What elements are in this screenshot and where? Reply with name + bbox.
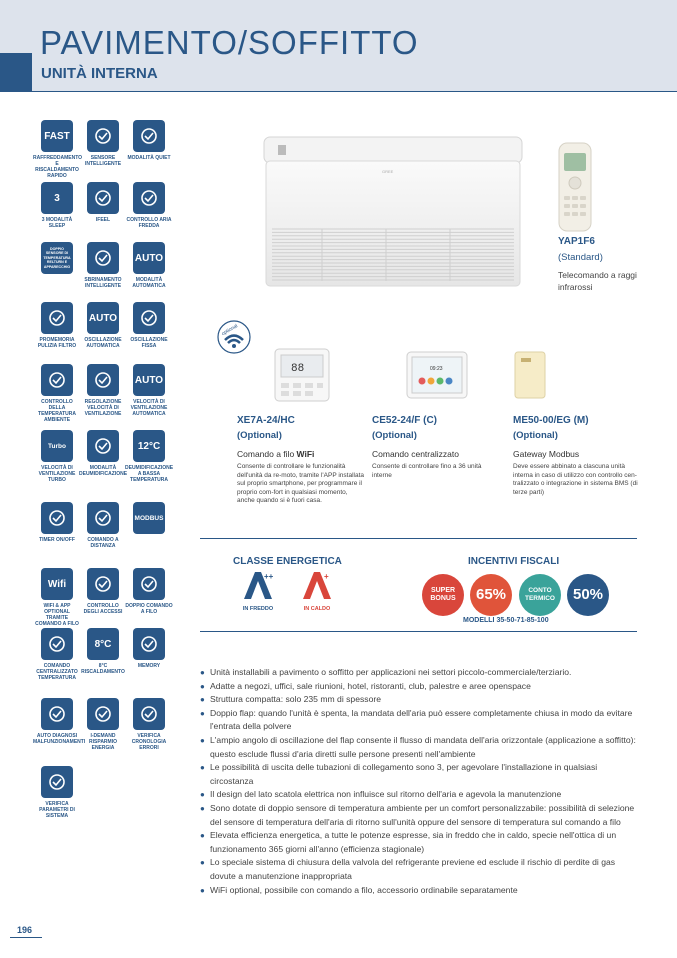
feature-wifi — [33, 568, 81, 627]
header-accent-block — [0, 53, 32, 92]
feature-icon-label: VELOCITÀ DI VENTILAZIONE AUTOMATICA — [130, 399, 168, 417]
feature-dehumidify — [79, 430, 127, 477]
accessory-description: Consente di controllare fino a 36 unità interne — [372, 463, 482, 479]
feature-bullet: ● L'ampio angolo di oscillazione del flap consente il flusso di mandata dell'aria orizzontale (applicazione a soffitto): questo esclude flussi d'aria diretti sulle persone presenti nell'ambiente — [200, 734, 642, 761]
sleep-icon-text: 3 — [54, 192, 60, 204]
feature-low-temp-dehumidify — [125, 430, 173, 483]
feature-icon-label: MEMORY — [137, 663, 161, 669]
turbo-icon — [41, 430, 73, 462]
energy-class-title: CLASSE ENERGETICA — [233, 556, 342, 567]
sleep-icon — [41, 182, 73, 214]
energy-class-hot — [291, 570, 343, 612]
8c-icon-text: 8°C — [94, 638, 112, 650]
fast-icon-text: FAST — [44, 130, 70, 142]
feature-bullet: ● Elevata efficienza energetica, a tutte le potenze espresse, sia in freddo che in caldo, specie nell'ottica di un funzionamento 365 giorni all'anno (efficienza stagionale) — [200, 829, 642, 856]
filter-icon — [41, 302, 73, 334]
feature-icon-label: SENSORE INTELLIGENTE — [84, 155, 122, 167]
feature-error-log — [125, 698, 173, 751]
feature-sensor — [79, 120, 127, 167]
dehumidify-icon — [87, 430, 119, 462]
svg-text:+: + — [324, 572, 329, 581]
turbo-icon-text: Turbo — [48, 442, 66, 450]
feature-icon-label: OSCILLAZIONE AUTOMATICA — [84, 337, 122, 349]
fiscal-models: MODELLI 35-50-71-85-100 — [463, 617, 549, 624]
header-divider — [32, 91, 677, 92]
feature-icon-label: COMANDO A DISTANZA — [87, 537, 119, 549]
accessory-description: Consente di controllare le funzionalità dell'unità da re-moto, tramite l'APP installata sul proprio smartphone, per programmare il proprio com-fort in qualsiasi momento, anche quando si è fuori casa. — [237, 463, 365, 504]
accessory-model: XE7A-24/HC — [237, 415, 295, 426]
auto-swing-icon — [87, 302, 119, 334]
feature-memory — [125, 628, 173, 669]
access-icon — [87, 568, 119, 600]
feature-icon-label: VERIFICA PARAMETRI DI SISTEMA — [39, 801, 75, 819]
feature-bullet: ● Unità installabili a pavimento o soffitto per applicazioni nei settori piccolo-commerciale/terziario. — [200, 666, 642, 680]
auto-fan-icon — [133, 364, 165, 396]
feature-icon-label: TIMER ON/OFF — [39, 537, 75, 543]
feature-turbo — [33, 430, 81, 483]
modbus-icon — [133, 502, 165, 534]
feature-central-temp — [33, 628, 81, 681]
feature-bullet: ● Adatte a negozi, uffici, sale riunioni, hotel, ristoranti, club, palestre e aree openspace — [200, 680, 642, 694]
thermometer-icon — [41, 364, 73, 396]
accessory-optional: (Optional) — [372, 430, 417, 441]
feature-icon-label: IFEEL — [95, 217, 111, 223]
accessory-optional: (Optional) — [513, 430, 558, 441]
feature-quiet — [125, 120, 173, 161]
idemand-icon — [87, 698, 119, 730]
brand-logo: GREE — [382, 169, 394, 174]
feature-bullet: ● Struttura compatta: solo 235 mm di spessore — [200, 693, 642, 707]
feature-check-params — [33, 766, 81, 819]
feature-icon-label: 3 MODALITÀ SLEEP — [41, 217, 73, 229]
feature-icon-label: MODALITÀ AUTOMATICA — [132, 277, 166, 289]
feature-ifeel — [79, 182, 127, 223]
wifi-icon — [41, 568, 73, 600]
feature-fixed-swing — [125, 302, 173, 349]
central-temp-icon — [41, 628, 73, 660]
feature-bullet: ● Doppio flap: quando l'unità è spenta, la mandata dell'aria può essere completamente chiusa in modo da evitare l'entrata della polvere — [200, 707, 642, 734]
sensor-icon — [87, 120, 119, 152]
feature-fast — [33, 120, 81, 179]
feature-remote — [79, 502, 127, 549]
feature-8c — [79, 628, 127, 675]
low-temp-dehumidify-icon-text: 12°C — [137, 440, 161, 452]
feature-fan-speed — [79, 364, 127, 417]
feature-icon-label: REGOLAZIONE VELOCITÀ DI VENTILAZIONE — [84, 399, 122, 417]
page-title: PAVIMENTO/SOFFITTO — [40, 24, 419, 61]
energy-class-cold — [232, 570, 284, 612]
feature-auto-fan — [125, 364, 173, 417]
conto-termico-badge: CONTO TERMICO — [519, 574, 561, 616]
feature-double-sensor — [33, 242, 81, 274]
feature-timer — [33, 502, 81, 543]
feature-sleep — [33, 182, 81, 229]
feature-icon-label: AUTO DIAGNOSI MALFUNZIONAMENTI — [33, 733, 86, 745]
features-list — [200, 666, 642, 897]
quiet-icon — [133, 120, 165, 152]
feature-icon-label: WIFI & APP OPTIONAL TRAMITE COMANDO A FILO — [35, 603, 79, 627]
fan-speed-icon — [87, 364, 119, 396]
accessory-model: ME50-00/EG (M) — [513, 415, 589, 426]
feature-icon-label: CONTROLLO DEGLI ACCESSI — [83, 603, 123, 615]
remote-model: YAP1F6 — [558, 236, 595, 247]
central-controller-screen: 09:23 — [430, 366, 443, 372]
fast-icon — [41, 120, 73, 152]
optional-badge-text: optional — [220, 323, 239, 338]
feature-icon-label: I-DEMAND RISPARMIO ENERGIA — [89, 733, 117, 751]
wired-remote-image — [273, 347, 331, 403]
feature-bullet: ● Il design del lato scatola elettrica non influisce sul ritorno dell'aria e agevola la manutenzione — [200, 788, 642, 802]
feature-autodiagnosis — [33, 698, 86, 745]
auto-mode-icon-text: AUTO — [134, 252, 164, 264]
fiscal-incentives-title: INCENTIVI FISCALI — [468, 556, 560, 567]
ifeel-icon — [87, 182, 119, 214]
accessory-wired-remote — [237, 340, 367, 506]
feature-icon-label: RAFFREDDAMENTO E RISCALDAMENTO RAPIDO — [33, 155, 83, 179]
section-divider — [200, 538, 637, 539]
feature-filter — [33, 302, 81, 349]
accessory-modbus-gateway — [513, 340, 643, 497]
feature-icon-label: SBRINAMENTO INTELLIGENTE — [84, 277, 122, 289]
superbonus-badge: SUPER BONUS — [422, 574, 464, 616]
remote-standard-tag: (Standard) — [558, 252, 603, 263]
energy-class-cold-icon — [238, 570, 278, 600]
bonus-65-badge: 65% — [470, 574, 512, 616]
low-temp-dehumidify-icon — [133, 430, 165, 462]
wifi-icon-text: Wifi — [47, 578, 67, 590]
energy-cold-label: IN FREDDO — [242, 606, 274, 612]
remote-description: Telecomando a raggi infrarossi — [558, 270, 637, 292]
accessory-type: Comando a filo WiFi — [237, 449, 315, 459]
memory-icon — [133, 628, 165, 660]
remote-icon — [87, 502, 119, 534]
section-divider — [200, 631, 637, 632]
error-log-icon — [133, 698, 165, 730]
page-subtitle: UNITÀ INTERNA — [41, 65, 158, 82]
feature-icon-label: PROMEMORIA PULIZIA FILTRO — [37, 337, 77, 349]
accessory-model: CE52-24/F (C) — [372, 415, 438, 426]
accessory-optional: (Optional) — [237, 430, 282, 441]
page-number: 196 — [17, 925, 33, 935]
feature-icon-label: CONTROLLO DELLA TEMPERATURA AMBIENTE — [38, 399, 76, 423]
feature-cold-air — [125, 182, 173, 229]
feature-icon-label: COMANDO CENTRALIZZATO TEMPERATURA — [36, 663, 78, 681]
feature-icon-label: VERIFICA CRONOLOGIA ERRORI — [131, 733, 167, 751]
double-wired-icon — [133, 568, 165, 600]
feature-double-wired — [125, 568, 173, 615]
feature-idemand — [79, 698, 127, 751]
central-controller-image — [405, 350, 469, 400]
feature-bullet: ● Sono dotate di doppio sensore di temperatura ambiente per un comfort personalizzabile: possibilità di selezione del sensore di temperatura dell'aria di ritorno sull'unità oppure del sensore di temperatura sul comando a filo — [200, 802, 642, 829]
accessory-description: Deve essere abbinato a clascuna unità interna in caso di utilizzo con controllo cen-tralizzato o integrazione in sistema BMS (di terze parti) — [513, 463, 638, 496]
timer-icon — [41, 502, 73, 534]
feature-icon-label: MODALITÀ QUIET — [127, 155, 171, 161]
feature-access — [79, 568, 127, 615]
feature-icon-label: DEUMIDIFICAZIONE A BASSA TEMPERATURA — [125, 465, 174, 483]
double-sensor-icon-text: DOPPIO SENSORE DI TEMPERATURA RELTURN E APPARECCHIO — [43, 246, 71, 269]
feature-icon-label: VELOCITÀ DI VENTILAZIONE TURBO — [38, 465, 76, 483]
feature-auto-swing — [79, 302, 127, 349]
wired-remote-screen: 88 — [291, 363, 305, 375]
page-number-rule — [10, 937, 42, 938]
fixed-swing-icon — [133, 302, 165, 334]
feature-bullet: ● Le possibilità di uscita delle tubazioni di collegamento sono 3, per agevolare l'installazione in qualsiasi circostanza — [200, 761, 642, 788]
check-params-icon — [41, 766, 73, 798]
feature-icon-label: CONTROLLO ARIA FREDDA — [126, 217, 172, 229]
double-sensor-icon — [41, 242, 73, 274]
feature-icon-label: DOPPIO COMANDO A FILO — [125, 603, 173, 615]
8c-icon — [87, 628, 119, 660]
feature-thermometer — [33, 364, 81, 423]
energy-hot-label: IN CALDO — [303, 606, 331, 612]
feature-bullet: ● Lo speciale sistema di chiusura della valvola del refrigerante previene ed esclude il rischio di perdite di gas dovute a manutenzione inappropriata — [200, 856, 642, 883]
feature-icon-label: MODALITÀ DEUMIDIFICAZIONE — [79, 465, 128, 477]
feature-icon-label: OSCILLAZIONE FISSA — [130, 337, 168, 349]
autodiagnosis-icon — [41, 698, 73, 730]
standard-remote-image — [553, 141, 597, 233]
feature-modbus — [125, 502, 173, 534]
bonus-50-badge: 50% — [567, 574, 609, 616]
defrost-icon — [87, 242, 119, 274]
auto-fan-icon-text: AUTO — [134, 374, 164, 386]
energy-class-hot-icon — [297, 570, 337, 600]
feature-icon-label: 8°C RISCALDAMENTO — [81, 663, 125, 675]
cold-air-icon — [133, 182, 165, 214]
accessory-type: Comando centralizzato — [372, 449, 459, 459]
modbus-gateway-image — [513, 350, 547, 400]
svg-text:++: ++ — [264, 572, 274, 581]
auto-mode-icon — [133, 242, 165, 274]
feature-bullet: ● WiFi optional, possibile con comando a filo, accessorio ordinabile separatamente — [200, 884, 642, 898]
ac-unit-image — [258, 131, 528, 293]
accessory-type: Gateway Modbus — [513, 449, 580, 459]
modbus-icon-text: MODBUS — [134, 514, 164, 522]
feature-auto-mode — [125, 242, 173, 289]
feature-defrost — [79, 242, 127, 289]
accessory-central-controller — [372, 340, 502, 480]
auto-swing-icon-text: AUTO — [88, 312, 118, 324]
